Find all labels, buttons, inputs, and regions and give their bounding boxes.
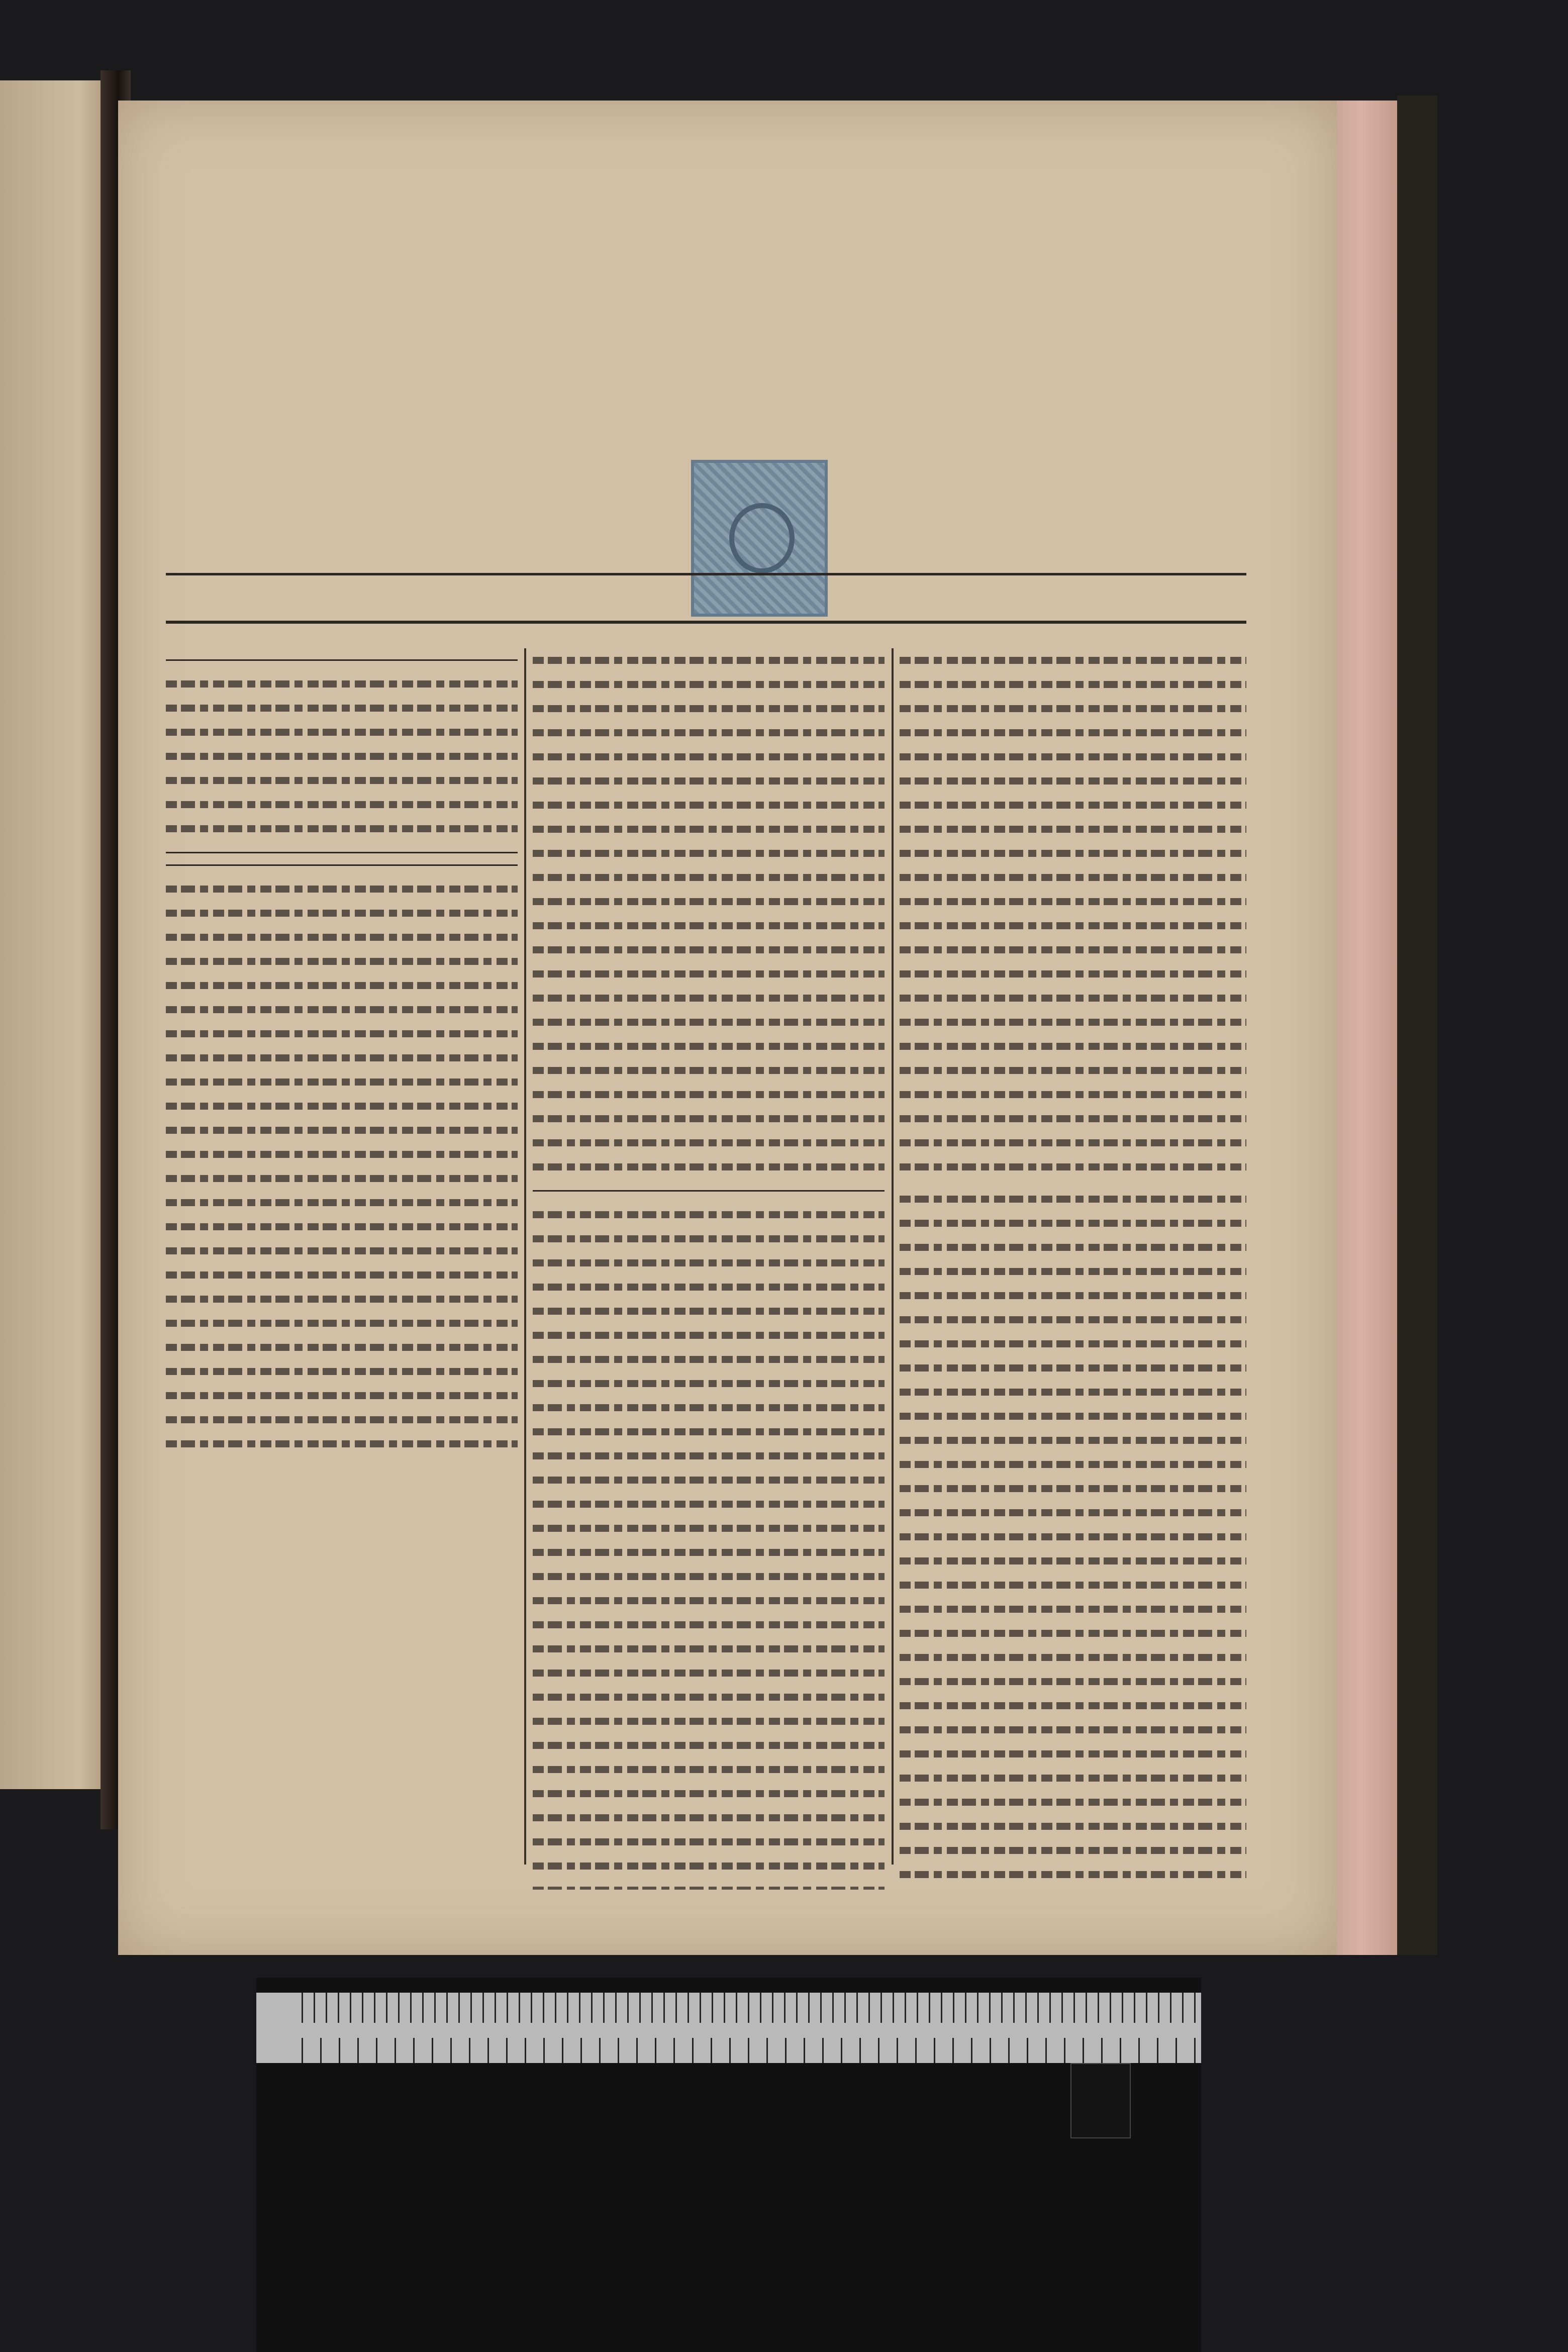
text-line bbox=[533, 777, 885, 785]
text-line bbox=[533, 1573, 885, 1580]
text-line bbox=[166, 705, 518, 712]
text-line bbox=[166, 1006, 518, 1013]
text-line bbox=[900, 970, 1246, 977]
column-1 bbox=[166, 648, 518, 1890]
article-text bbox=[900, 1187, 1246, 1890]
text-line bbox=[900, 729, 1246, 736]
article-text bbox=[900, 648, 1246, 1179]
article-text bbox=[166, 672, 518, 841]
text-line bbox=[900, 1557, 1246, 1564]
text-line bbox=[166, 982, 518, 989]
text-line bbox=[166, 886, 518, 893]
text-line bbox=[533, 850, 885, 857]
text-line bbox=[533, 1670, 885, 1677]
text-line bbox=[533, 970, 885, 977]
text-line bbox=[166, 910, 518, 917]
text-line bbox=[533, 1790, 885, 1797]
text-line bbox=[533, 753, 885, 760]
text-line bbox=[900, 1196, 1246, 1203]
text-line bbox=[533, 1308, 885, 1315]
text-line bbox=[900, 1775, 1246, 1782]
text-line bbox=[900, 1389, 1246, 1396]
text-line bbox=[533, 898, 885, 905]
measurement-ruler bbox=[256, 1993, 1201, 2063]
text-line bbox=[900, 1799, 1246, 1806]
text-line bbox=[533, 1139, 885, 1146]
text-line bbox=[900, 1091, 1246, 1098]
colour-calibration-chart bbox=[256, 1978, 1201, 2352]
text-line bbox=[900, 1043, 1246, 1050]
text-line bbox=[166, 1030, 518, 1037]
left-facing-page bbox=[0, 80, 113, 1789]
text-line bbox=[900, 1244, 1246, 1251]
page-edges bbox=[1337, 101, 1397, 1955]
text-line bbox=[900, 1139, 1246, 1146]
text-line bbox=[166, 1344, 518, 1351]
text-line bbox=[166, 1079, 518, 1086]
cm-ticks bbox=[302, 2038, 1196, 2063]
text-line bbox=[166, 777, 518, 784]
text-line bbox=[900, 1292, 1246, 1299]
text-line bbox=[533, 1115, 885, 1122]
text-line bbox=[900, 753, 1246, 760]
text-line bbox=[166, 1392, 518, 1399]
text-line bbox=[900, 1654, 1246, 1661]
text-line bbox=[533, 1380, 885, 1387]
article-text bbox=[533, 1203, 885, 1890]
text-line bbox=[533, 1259, 885, 1266]
text-line bbox=[166, 1320, 518, 1327]
text-line bbox=[900, 1871, 1246, 1878]
text-line bbox=[533, 1718, 885, 1725]
divider bbox=[533, 1190, 885, 1192]
text-line bbox=[900, 1485, 1246, 1492]
top-rule bbox=[166, 573, 1246, 575]
text-line bbox=[533, 1284, 885, 1291]
text-line bbox=[900, 995, 1246, 1002]
text-line bbox=[900, 777, 1246, 785]
text-line bbox=[900, 1847, 1246, 1854]
text-line bbox=[533, 1452, 885, 1459]
text-line bbox=[166, 1440, 518, 1447]
text-line bbox=[166, 680, 518, 688]
text-line bbox=[533, 1742, 885, 1749]
text-line bbox=[900, 657, 1246, 664]
text-line bbox=[533, 1091, 885, 1098]
text-line bbox=[533, 1814, 885, 1821]
divider bbox=[166, 852, 518, 853]
text-line bbox=[533, 1597, 885, 1604]
text-line bbox=[900, 1509, 1246, 1516]
text-line bbox=[900, 898, 1246, 905]
text-line bbox=[900, 1606, 1246, 1613]
text-line bbox=[533, 1235, 885, 1242]
text-line bbox=[166, 958, 518, 965]
text-line bbox=[900, 705, 1246, 712]
text-line bbox=[900, 1678, 1246, 1685]
text-line bbox=[166, 1416, 518, 1423]
text-line bbox=[533, 1766, 885, 1773]
text-line bbox=[533, 1863, 885, 1870]
text-line bbox=[900, 1461, 1246, 1468]
text-line bbox=[533, 1525, 885, 1532]
text-line bbox=[533, 946, 885, 953]
text-line bbox=[900, 1220, 1246, 1227]
danes-picta-logo bbox=[1070, 2063, 1131, 2138]
text-line bbox=[533, 1887, 885, 1890]
text-line bbox=[533, 1838, 885, 1845]
text-line bbox=[900, 1115, 1246, 1122]
text-line bbox=[900, 1316, 1246, 1323]
book-cover-edge bbox=[1397, 95, 1437, 1955]
text-line bbox=[166, 753, 518, 760]
inch-numbers bbox=[302, 2023, 1196, 2038]
text-line bbox=[900, 681, 1246, 688]
divider bbox=[166, 659, 518, 661]
text-line bbox=[166, 1151, 518, 1158]
text-line bbox=[166, 801, 518, 808]
text-line bbox=[900, 1268, 1246, 1275]
text-line bbox=[533, 1428, 885, 1435]
article-text bbox=[533, 648, 885, 1179]
text-line bbox=[900, 826, 1246, 833]
text-line bbox=[533, 1645, 885, 1652]
text-line bbox=[533, 826, 885, 833]
text-line bbox=[900, 850, 1246, 857]
text-line bbox=[533, 1163, 885, 1170]
text-line bbox=[533, 995, 885, 1002]
text-line bbox=[900, 1726, 1246, 1733]
text-line bbox=[900, 1582, 1246, 1589]
text-line bbox=[900, 1413, 1246, 1420]
text-line bbox=[533, 802, 885, 809]
text-line bbox=[533, 681, 885, 688]
text-line bbox=[533, 657, 885, 664]
text-line bbox=[900, 1019, 1246, 1026]
text-line bbox=[166, 1296, 518, 1303]
text-line bbox=[533, 1549, 885, 1556]
column-3 bbox=[900, 648, 1246, 1890]
text-line bbox=[900, 1364, 1246, 1371]
text-line bbox=[533, 1621, 885, 1628]
text-line bbox=[533, 1694, 885, 1701]
text-line bbox=[166, 1271, 518, 1279]
text-line bbox=[166, 825, 518, 832]
text-line bbox=[533, 1019, 885, 1026]
column-2 bbox=[533, 648, 885, 1890]
text-line bbox=[166, 1175, 518, 1182]
text-line bbox=[900, 946, 1246, 953]
text-line bbox=[900, 1702, 1246, 1709]
text-line bbox=[900, 1163, 1246, 1170]
text-line bbox=[533, 1067, 885, 1074]
text-line bbox=[900, 922, 1246, 929]
column-divider bbox=[892, 648, 894, 1865]
text-line bbox=[533, 1043, 885, 1050]
text-line bbox=[900, 1823, 1246, 1830]
text-line bbox=[900, 1067, 1246, 1074]
text-line bbox=[533, 705, 885, 712]
text-line bbox=[166, 1103, 518, 1110]
text-line bbox=[166, 1368, 518, 1375]
text-line bbox=[166, 1199, 518, 1206]
text-line bbox=[533, 874, 885, 881]
inch-ticks bbox=[302, 1993, 1196, 2023]
article-text bbox=[166, 877, 518, 1456]
text-line bbox=[533, 1211, 885, 1218]
text-line bbox=[533, 1404, 885, 1411]
colour-swatches bbox=[256, 2164, 1201, 2352]
text-line bbox=[166, 1247, 518, 1254]
text-line bbox=[900, 802, 1246, 809]
column-divider bbox=[524, 648, 526, 1865]
divider bbox=[166, 864, 518, 866]
text-line bbox=[533, 1356, 885, 1363]
text-line bbox=[900, 1340, 1246, 1347]
text-line bbox=[166, 934, 518, 941]
swatch-labels bbox=[256, 2138, 1201, 2164]
text-line bbox=[533, 1332, 885, 1339]
dateline bbox=[166, 580, 1246, 621]
bottom-rule bbox=[166, 621, 1246, 624]
text-line bbox=[533, 922, 885, 929]
text-line bbox=[533, 729, 885, 736]
text-line bbox=[900, 1750, 1246, 1757]
text-line bbox=[166, 1054, 518, 1061]
text-line bbox=[166, 1223, 518, 1230]
text-line bbox=[900, 1533, 1246, 1540]
text-line bbox=[166, 1127, 518, 1134]
masthead-title bbox=[201, 176, 1181, 407]
text-line bbox=[533, 1501, 885, 1508]
text-line bbox=[900, 1630, 1246, 1637]
text-line bbox=[900, 874, 1246, 881]
text-line bbox=[166, 729, 518, 736]
text-line bbox=[533, 1477, 885, 1484]
text-line bbox=[900, 1437, 1246, 1444]
